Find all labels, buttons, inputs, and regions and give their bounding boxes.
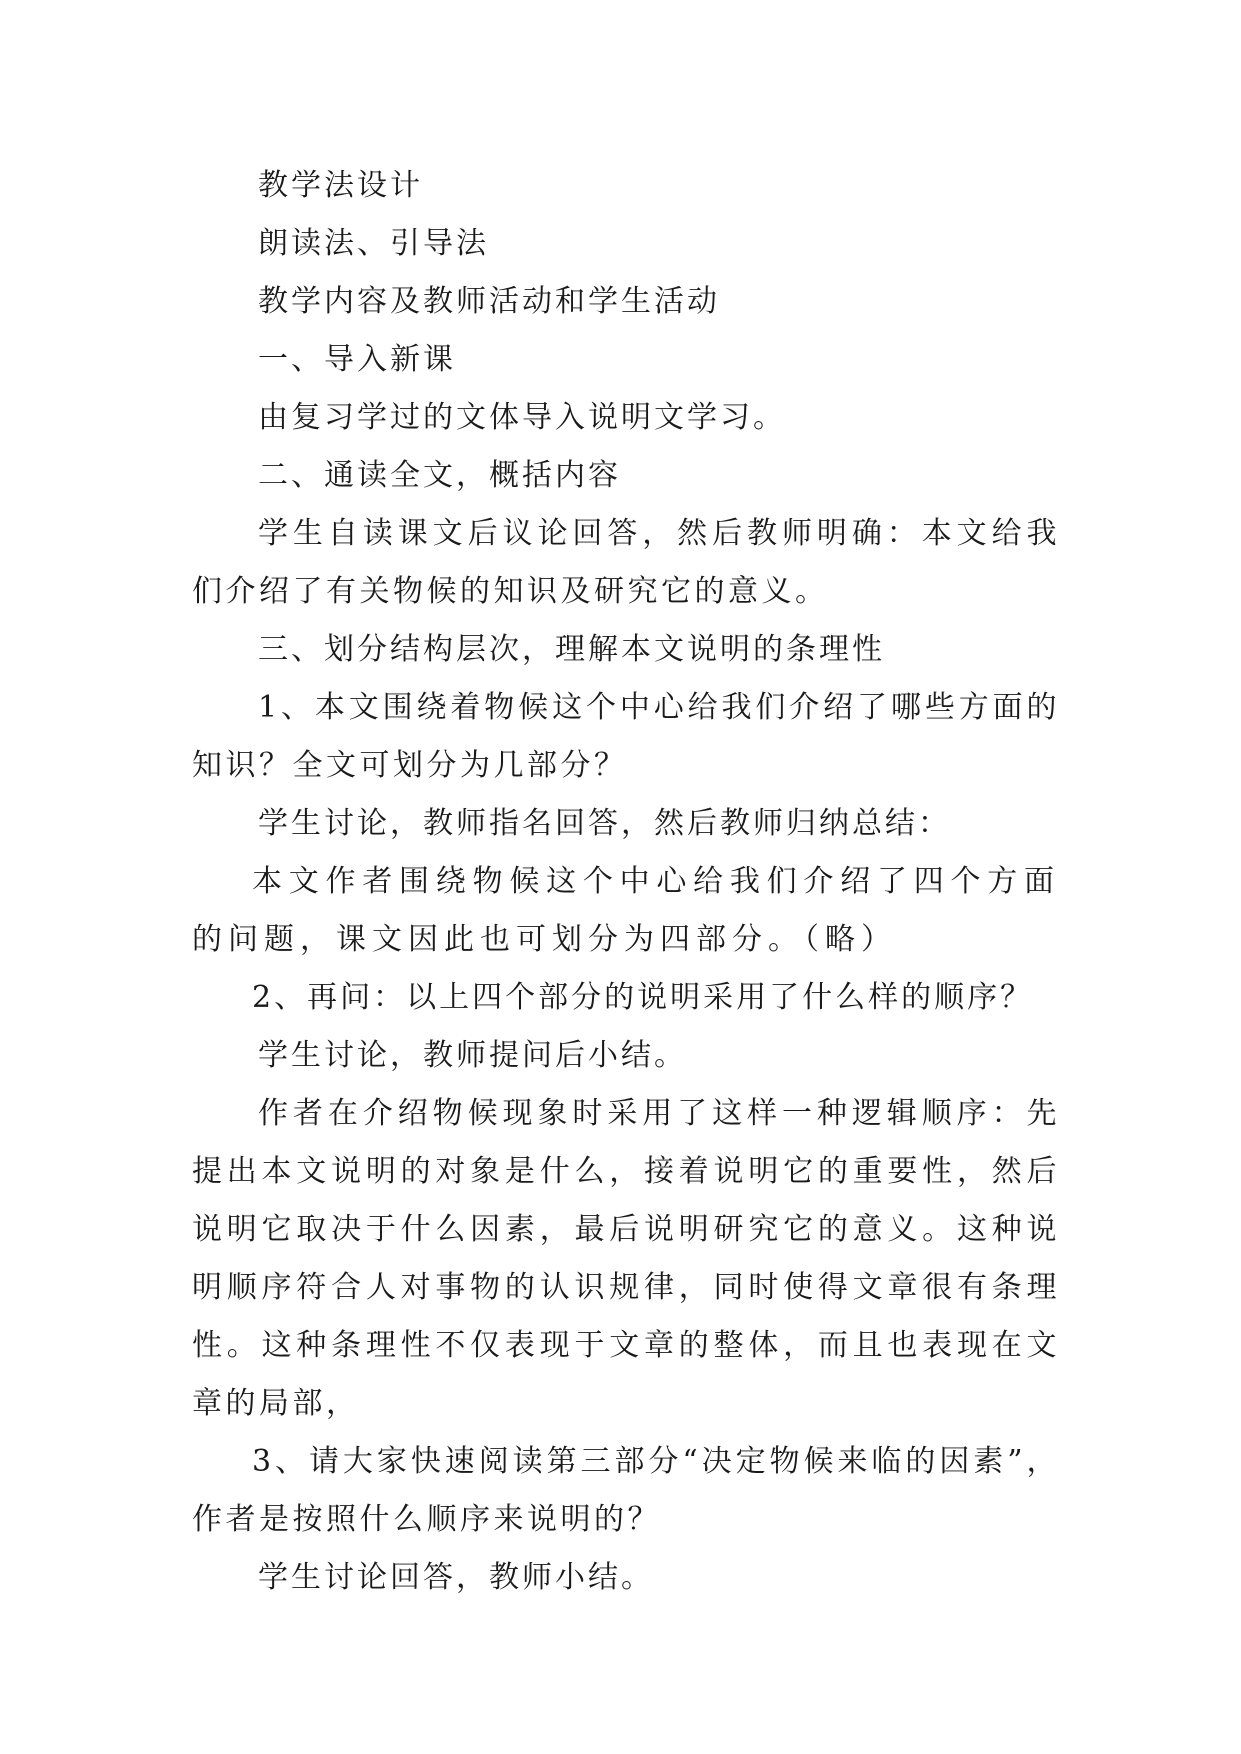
paragraph-student-discussion-2: 学生讨论，教师提问后小结。: [258, 1038, 687, 1073]
heading-introduce-new-lesson: 一、导入新课: [258, 342, 456, 377]
paragraph-question-2: 2、再问：以上四个部分的说明采用了什么样的顺序？: [252, 980, 1034, 1015]
paragraph-question-1: 1、本文围绕着物候这个中心给我们介绍了哪些方面的知识？全文可划分为几部分？: [192, 690, 1060, 783]
heading-structure-levels: 三、划分结构层次，理解本文说明的条理性: [258, 632, 885, 667]
paragraph-student-discussion-3: 学生讨论回答，教师小结。: [258, 1560, 654, 1595]
paragraph-content-activities: 教学内容及教师活动和学生活动: [258, 284, 720, 319]
paragraph-teaching-method-design: 教学法设计: [258, 168, 423, 203]
document-body: [192, 157, 1060, 1607]
paragraph-methods: 朗读法、引导法: [258, 226, 489, 261]
heading-read-through: 二、通读全文，概括内容: [258, 458, 621, 493]
paragraph-logical-order: 作者在介绍物候现象时采用了这样一种逻辑顺序：先提出本文说明的对象是什么，接着说明它的重要性，然后说明它取决于什么因素，最后说明研究它的意义。这种说明顺序符合人对事物的认识规律，同时使得文章很有条理性。这种条理性不仅表现于文章的整体，而且也表现在文章的局部，: [192, 1096, 1060, 1421]
paragraph-four-aspects: 本文作者围绕物候这个中心给我们介绍了四个方面的问题，课文因此也可划分为四部分。（略）: [192, 864, 1060, 957]
paragraph-student-self-reading: 学生自读课文后议论回答，然后教师明确：本文给我们介绍了有关物候的知识及研究它的意义。: [192, 516, 1060, 609]
paragraph-student-discussion-1: 学生讨论，教师指名回答，然后教师归纳总结：: [258, 806, 951, 841]
paragraph-question-3: 3、请大家快速阅读第三部分“决定物候来临的因素”，作者是按照什么顺序来说明的？: [192, 1444, 1060, 1537]
paragraph-review-intro: 由复习学过的文体导入说明文学习。: [258, 400, 786, 435]
